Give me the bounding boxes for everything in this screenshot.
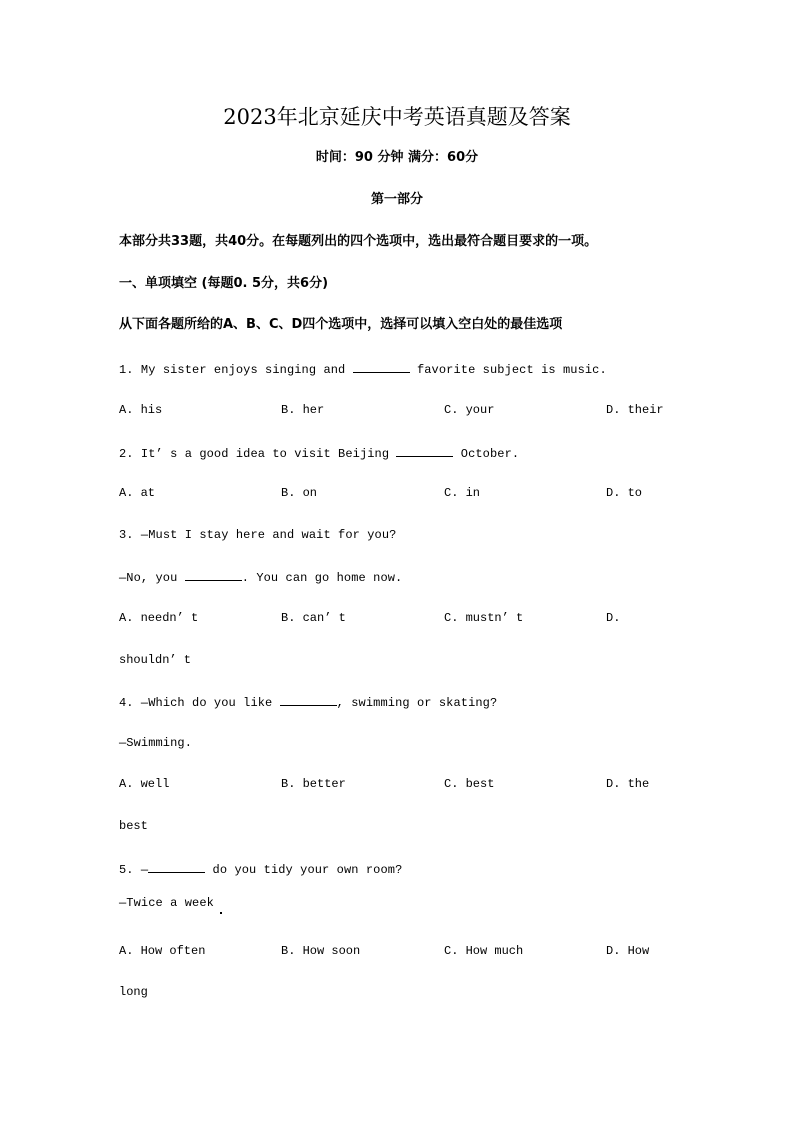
stem-text: , swimming or skating? <box>336 696 498 710</box>
exam-meta: 时间：90 分钟 满分：60分 <box>315 150 479 165</box>
part-instructions: 本部分共33题，共40分。在每题列出的四个选项中，选出最符合题目要求的一项。 <box>119 234 598 249</box>
question-4-stem <box>119 695 497 709</box>
question-5-stem <box>119 862 402 876</box>
option-a: A. How often <box>119 944 206 958</box>
question-number: 5. <box>119 863 134 877</box>
stray-period <box>220 912 222 914</box>
question-number: 1. <box>119 363 134 377</box>
question-number: 2. <box>119 447 134 461</box>
option-d-wrap: long <box>119 985 148 999</box>
option-b: B. her <box>281 403 325 417</box>
option-b: B. on <box>281 486 318 500</box>
option-a: A. at <box>119 486 156 500</box>
answer-blank <box>396 446 453 457</box>
answer-blank <box>148 862 205 873</box>
question-2-stem <box>119 446 519 460</box>
question-3-stem <box>119 529 396 541</box>
question-3-reply <box>119 570 402 584</box>
question-number: 3. <box>119 528 134 542</box>
option-d: D. the <box>606 777 650 791</box>
answer-blank <box>185 570 242 581</box>
reply-text: . You can go home now. <box>241 571 403 585</box>
document-title: 2023年北京延庆中考英语真题及答案 <box>223 105 571 129</box>
option-c: C. best <box>444 777 495 791</box>
answer-blank <box>280 695 337 706</box>
option-a: A. well <box>119 777 170 791</box>
section-instructions: 从下面各题所给的A、B、C、D四个选项中，选择可以填入空白处的最佳选项 <box>119 317 563 332</box>
option-d: D. to <box>606 486 643 500</box>
answer-blank <box>353 362 410 373</box>
reply-text: —No, you <box>119 571 185 585</box>
option-a: A. needn’ t <box>119 611 199 625</box>
option-d-wrap: best <box>119 819 148 833</box>
stem-text: —Must I stay here and wait for you? <box>140 528 397 542</box>
stem-text: October. <box>453 447 520 461</box>
question-1-stem <box>119 362 607 376</box>
option-d: D. How <box>606 944 650 958</box>
section-heading: 一、单项填空 (每题0. 5分，共6分) <box>119 276 329 291</box>
stem-text: favorite subject is music. <box>409 363 607 377</box>
stem-text: It’ s a good idea to visit Beijing <box>140 447 397 461</box>
stem-text: My sister enjoys singing and <box>140 363 353 377</box>
option-d-wrap: shouldn’ t <box>119 653 192 667</box>
option-b: B. better <box>281 777 346 791</box>
option-d: D. <box>606 611 621 625</box>
question-5-reply: —Twice a week <box>119 896 214 910</box>
stem-text: —Which do you like <box>140 696 280 710</box>
part-heading: 第一部分 <box>370 192 423 207</box>
stem-text: do you tidy your own room? <box>205 863 403 877</box>
option-a: A. his <box>119 403 163 417</box>
option-c: C. in <box>444 486 481 500</box>
stem-text: — <box>140 863 149 877</box>
option-c: C. your <box>444 403 495 417</box>
option-c: C. mustn’ t <box>444 611 524 625</box>
question-4-reply: —Swimming. <box>119 736 193 750</box>
option-b: B. How soon <box>281 944 361 958</box>
option-c: C. How much <box>444 944 524 958</box>
option-d: D. their <box>606 403 664 417</box>
option-b: B. can’ t <box>281 611 346 625</box>
question-number: 4. <box>119 696 134 710</box>
